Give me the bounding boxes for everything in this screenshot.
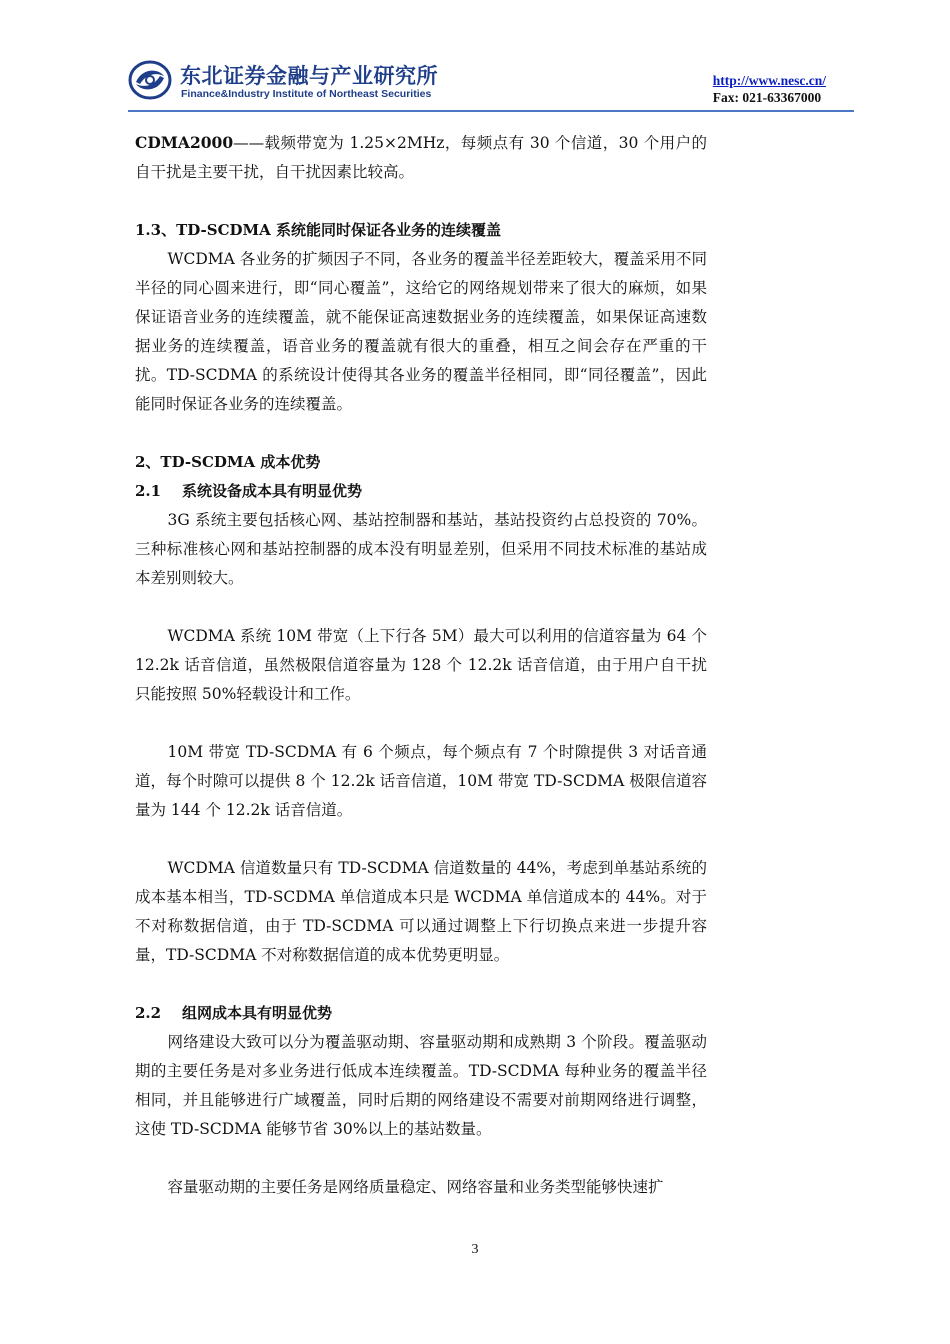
paragraph-network-stages: 网络建设大致可以分为覆盖驱动期、容量驱动期和成熟期 3 个阶段。覆盖驱动期的主要任务是对多业务进行低成本连续覆盖。TD-SCDMA 每种业务的覆盖半径相同，并且能够进行广域覆盖，同时后期的网络建设不需要对前期网络进行调整，这使 TD-SCDMA 能够节省 30%以上的基站数量。 xyxy=(135,1033,707,1138)
org-name-en: Finance&Industry Institute of Northeast Securities xyxy=(181,88,432,100)
paragraph-wcdma-capacity: WCDMA 系统 10M 带宽（上下行各 5M）最大可以利用的信道容量为 64 个 12.2k 话音信道，虽然极限信道容量为 128 个 12.2k 话音信道，由于用户自干扰只能按照 50%轻载设计和工作。 xyxy=(135,627,707,703)
paragraph-coverage: WCDMA 各业务的扩频因子不同，各业务的覆盖半径差距较大，覆盖采用不同半径的同心圆来进行，即“同心覆盖”，这给它的网络规划带来了很大的麻烦，如果保证语音业务的连续覆盖，就不能保证高速数据业务的连续覆盖，如果保证高速数据业务的连续覆盖，语音业务的覆盖就有很大的重叠，相互之间会存在严重的干扰。TD-SCDMA 的系统设计使得其各业务的覆盖半径相同，即“同径覆盖”，因此能同时保证各业务的连续覆盖。 xyxy=(135,250,707,413)
paragraph-cdma2000 xyxy=(135,128,707,187)
header-divider xyxy=(128,110,854,112)
paragraph-3g-system: 3G 系统主要包括核心网、基站控制器和基站，基站投资约占总投资的 70%。三种标准核心网和基站控制器的成本没有明显差别，但采用不同技术标准的基站成本差别则较大。 xyxy=(135,511,707,587)
term-cdma2000: CDMA2000 xyxy=(135,133,234,152)
paragraph-capacity-driven: 容量驱动期的主要任务是网络质量稳定、网络容量和业务类型能够快速扩 xyxy=(167,1178,664,1196)
section-heading-2: 2、TD-SCDMA 成本优势 xyxy=(135,453,321,471)
section-heading-2-2: 2.2 组网成本具有明显优势 xyxy=(135,1004,332,1022)
paragraph-channel-cost: WCDMA 信道数量只有 TD-SCDMA 信道数量的 44%，考虑到单基站系统的成本基本相当，TD-SCDMA 单信道成本只是 WCDMA 单信道成本的 44%。对于不对称数据信道，由于 TD-SCDMA 可以通过调整上下行切换点来进一步提升容量，TD-SCDMA 不对称数据信道的成本优势更明显。 xyxy=(135,859,707,964)
nesc-logo-icon xyxy=(128,60,172,100)
page-number: 3 xyxy=(471,1242,479,1257)
fax-number: Fax: 021-63367000 xyxy=(712,90,822,105)
paragraph-cdma2000-text: ——载频带宽为 1.25×2MHz，每频点有 30 个信道，30 个用户的自干扰是主要干扰，自干扰因素比较高。 xyxy=(135,134,707,181)
page-header xyxy=(0,0,950,118)
paragraph-tdscdma-capacity: 10M 带宽 TD-SCDMA 有 6 个频点，每个频点有 7 个时隙提供 3 对话音通道，每个时隙可以提供 8 个 12.2k 话音信道，10M 带宽 TD-SCDMA 极限信道容量为 144 个 12.2k 话音信道。 xyxy=(135,743,707,819)
contact-block xyxy=(713,72,826,106)
section-heading-1-3: 1.3、TD-SCDMA 系统能同时保证各业务的连续覆盖 xyxy=(135,221,502,239)
section-heading-2-1: 2.1 系统设备成本具有明显优势 xyxy=(135,482,362,500)
org-name-cn: 东北证券金融与产业研究所 xyxy=(180,64,438,88)
website-link[interactable]: http://www.nesc.cn/ xyxy=(712,73,826,88)
document-body xyxy=(135,128,707,1202)
